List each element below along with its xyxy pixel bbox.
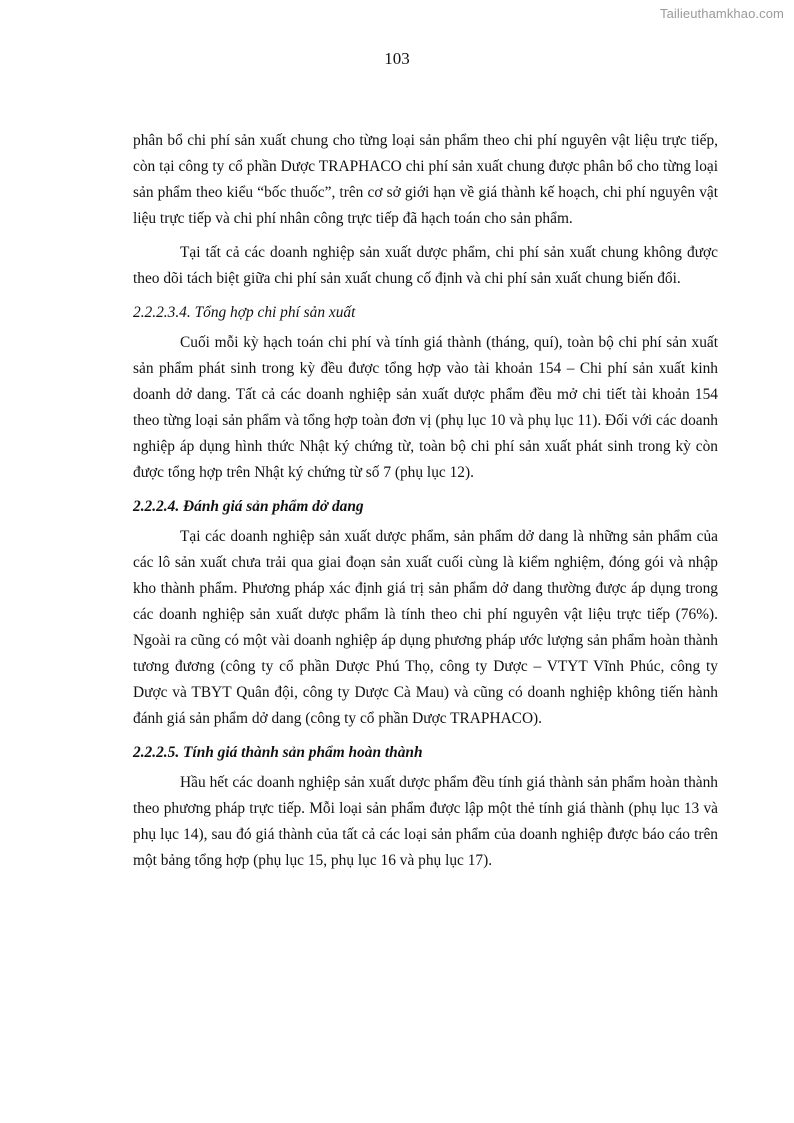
watermark: Tailieuthamkhao.com bbox=[659, 6, 784, 21]
section-heading: 2.2.2.5. Tính giá thành sản phẩm hoàn thành bbox=[133, 744, 423, 761]
section-heading: 2.2.2.4. Đánh giá sản phẩm dở dang bbox=[133, 498, 364, 515]
body-text bbox=[133, 128, 718, 874]
section-heading: 2.2.2.3.4. Tổng hợp chi phí sản xuất bbox=[133, 304, 356, 321]
paragraph: Hầu hết các doanh nghiệp sản xuất dược phẩm đều tính giá thành sản phẩm hoàn thành theo phương pháp trực tiếp. Mỗi loại sản phẩm được lập một thẻ tính giá thành (phụ lục 13 và phụ lục 14), sau đó giá thành của tất cả các loại sản phẩm của doanh nghiệp được báo cáo trên một bảng tổng hợp (phụ lục 15, phụ lục 16 và phụ lục 17). bbox=[133, 774, 718, 869]
page-number: 103 bbox=[384, 49, 410, 68]
paragraph: Tại các doanh nghiệp sản xuất dược phẩm, sản phẩm dở dang là những sản phẩm của các lô sản xuất chưa trải qua giai đoạn sản xuất cuối cùng là kiểm nghiệm, đóng gói và nhập kho thành phẩm. Phương pháp xác định giá trị sản phẩm dở dang thường được áp dụng trong các doanh nghiệp sản xuất dược phẩm là tính theo chi phí nguyên vật liệu trực tiếp (76%). Ngoài ra cũng có một vài doanh nghiệp áp dụng phương pháp ước lượng sản phẩm hoàn thành tương đương (công ty cổ phần Dược Phú Thọ, công ty Dược – VTYT Vĩnh Phúc, công ty Dược và TBYT Quân đội, công ty Dược Cà Mau) và cũng có doanh nghiệp không tiến hành đánh giá sản phẩm dở dang (công ty cổ phần Dược TRAPHACO). bbox=[133, 528, 718, 727]
paragraph: Cuối mỗi kỳ hạch toán chi phí và tính giá thành (tháng, quí), toàn bộ chi phí sản xuất sản phẩm phát sinh trong kỳ đều được tổng hợp vào tài khoản 154 – Chi phí sản xuất kinh doanh dở dang. Tất cả các doanh nghiệp sản xuất dược phẩm đều mở chi tiết tài khoản 154 theo từng loại sản phẩm và tổng hợp toàn đơn vị (phụ lục 10 và phụ lục 11). Đối với các doanh nghiệp áp dụng hình thức Nhật ký chứng từ, toàn bộ chi phí sản xuất phát sinh trong kỳ còn được tổng hợp trên Nhật ký chứng từ số 7 (phụ lục 12). bbox=[133, 334, 718, 481]
paragraph: Tại tất cả các doanh nghiệp sản xuất dược phẩm, chi phí sản xuất chung không được theo dõi tách biệt giữa chi phí sản xuất chung cố định và chi phí sản xuất chung biến đổi. bbox=[133, 244, 718, 287]
paragraph: phân bổ chi phí sản xuất chung cho từng loại sản phẩm theo chi phí nguyên vật liệu trực tiếp, còn tại công ty cổ phần Dược TRAPHACO chi phí sản xuất chung được phân bổ cho từng loại sản phẩm theo kiểu “bốc thuốc”, trên cơ sở giới hạn về giá thành kế hoạch, chi phí nguyên vật liệu trực tiếp và chi phí nhân công trực tiếp đã hạch toán cho sản phẩm. bbox=[133, 132, 718, 227]
